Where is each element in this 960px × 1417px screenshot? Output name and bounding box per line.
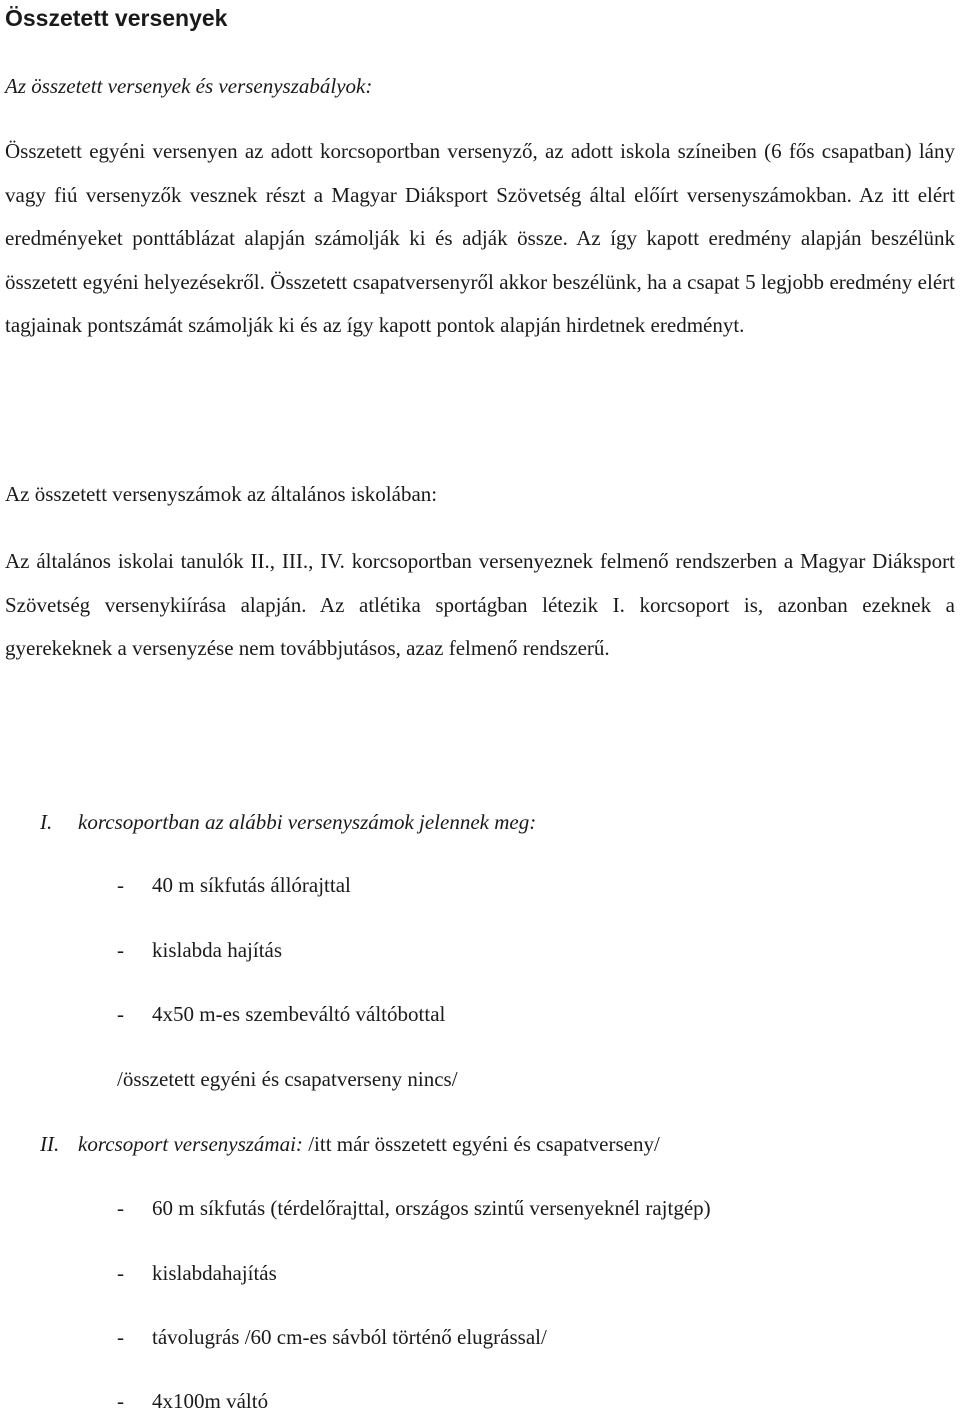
list-item — [117, 869, 351, 901]
section-1-number: I. — [40, 810, 53, 834]
list-item — [117, 998, 445, 1030]
list-item-text: távolugrás /60 cm-es sávból történő elugrással/ — [152, 1325, 547, 1349]
list-dash: - — [117, 938, 124, 962]
list-dash: - — [117, 1196, 124, 1220]
list-item-text: 4x50 m-es szembeváltó váltóbottal — [152, 1002, 446, 1026]
list-dash: - — [117, 1325, 124, 1349]
list-item-text: 60 m síkfutás (térdelőrajttal, országos szintű versenyeknél rajtgép) — [152, 1196, 711, 1220]
section-intro-paragraph: Az összetett versenyszámok az általános iskolában: — [5, 482, 438, 506]
list-item-text: 4x100m váltó — [152, 1389, 269, 1413]
list-item — [117, 1257, 277, 1289]
section-1-heading — [40, 806, 536, 838]
section-2-number: II. — [40, 1132, 60, 1156]
list-item — [117, 1385, 268, 1417]
section-2-heading-text: korcsoport versenyszámai: — [78, 1132, 303, 1156]
list-item — [117, 934, 282, 966]
list-item — [117, 1192, 711, 1224]
list-dash: - — [117, 873, 124, 897]
page-title: Összetett versenyek — [5, 5, 228, 31]
section-2-heading-suffix: /itt már összetett egyéni és csapatverseny/ — [308, 1132, 660, 1156]
section-1-note: /összetett egyéni és csapatverseny nincs/ — [117, 1067, 458, 1091]
section-1-heading-text: korcsoportban az alábbi versenyszámok jelennek meg: — [78, 810, 537, 834]
list-item-text: kislabdahajítás — [152, 1261, 277, 1285]
list-dash: - — [117, 1261, 124, 1285]
list-item — [117, 1321, 547, 1353]
page-subtitle: Az összetett versenyek és versenyszabályok: — [5, 74, 373, 98]
list-item-text: 40 m síkfutás állórajttal — [152, 873, 351, 897]
section-2-heading — [40, 1128, 660, 1160]
intro-paragraph: Összetett egyéni versenyen az adott korcsoportban versenyző, az adott iskola színeiben (6 fős csapatban) lány vagy fiú versenyzők vesznek részt a Magyar Diáksport Szövetség által előírt versenyszámokban. Az itt elért eredményeket ponttáblázat alapján számolják ki és adják össze. Az így kapott eredmény alapján beszélünk összetett egyéni helyezésekről. Összetett csapatversenyről akkor beszélünk, ha a csapat 5 legjobb eredmény elért tagjainak pontszámát számolják ki és az így kapott pontok alapján hirdetnek eredményt. — [5, 139, 955, 337]
list-item-text: kislabda hajítás — [152, 938, 283, 962]
list-dash: - — [117, 1389, 124, 1413]
list-dash: - — [117, 1002, 124, 1026]
age-groups-paragraph: Az általános iskolai tanulók II., III., IV. korcsoportban versenyeznek felmenő rendszerben a Magyar Diáksport Szövetség versenykiírása alapján. Az atlétika sportágban létezik I. korcsoport is, azonban ezeknek a gyerekeknek a versenyzése nem továbbjutásos, azaz felmenő rendszerű. — [5, 549, 955, 660]
